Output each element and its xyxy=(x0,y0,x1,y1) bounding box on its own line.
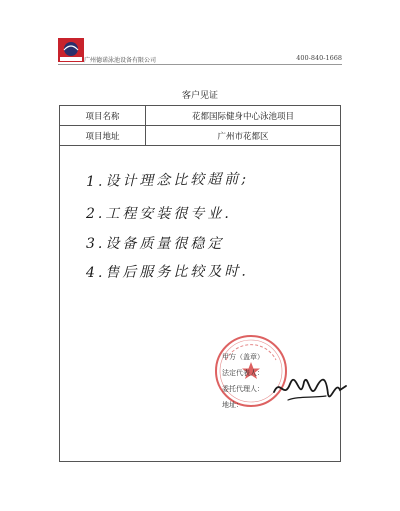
handwritten-comment-2: 2.工程安装很专业. xyxy=(86,206,232,222)
handwritten-comment-4: 4.售后服务比较及时. xyxy=(85,263,249,281)
table-row xyxy=(60,126,340,146)
header-divider xyxy=(58,64,342,65)
document-title: 客户见证 xyxy=(181,91,218,101)
company-name: 广州德诺泳池设备有限公司 xyxy=(84,57,157,64)
project-address-label: 项目地址 xyxy=(60,126,146,145)
company-phone: 400-840-1668 xyxy=(296,54,342,62)
legal-rep-label: 法定代表人： xyxy=(222,369,264,377)
table-row xyxy=(60,106,340,126)
project-address-value: 广州市花都区 xyxy=(217,131,269,142)
company-logo-icon xyxy=(58,38,84,62)
party-a-label: 甲方（盖章） xyxy=(222,353,264,361)
address-label: 地址： xyxy=(222,401,243,409)
project-name-value: 花都国际健身中心泳池项目 xyxy=(191,111,294,122)
project-name-label: 项目名称 xyxy=(60,106,146,125)
handwritten-comment-3: 3.设备质量很稳定 xyxy=(86,236,225,252)
handwritten-comment-1: 1.设计理念比较超前; xyxy=(85,171,250,190)
handwritten-signature-icon xyxy=(270,370,350,410)
agent-label: 委托代理人： xyxy=(222,385,264,393)
